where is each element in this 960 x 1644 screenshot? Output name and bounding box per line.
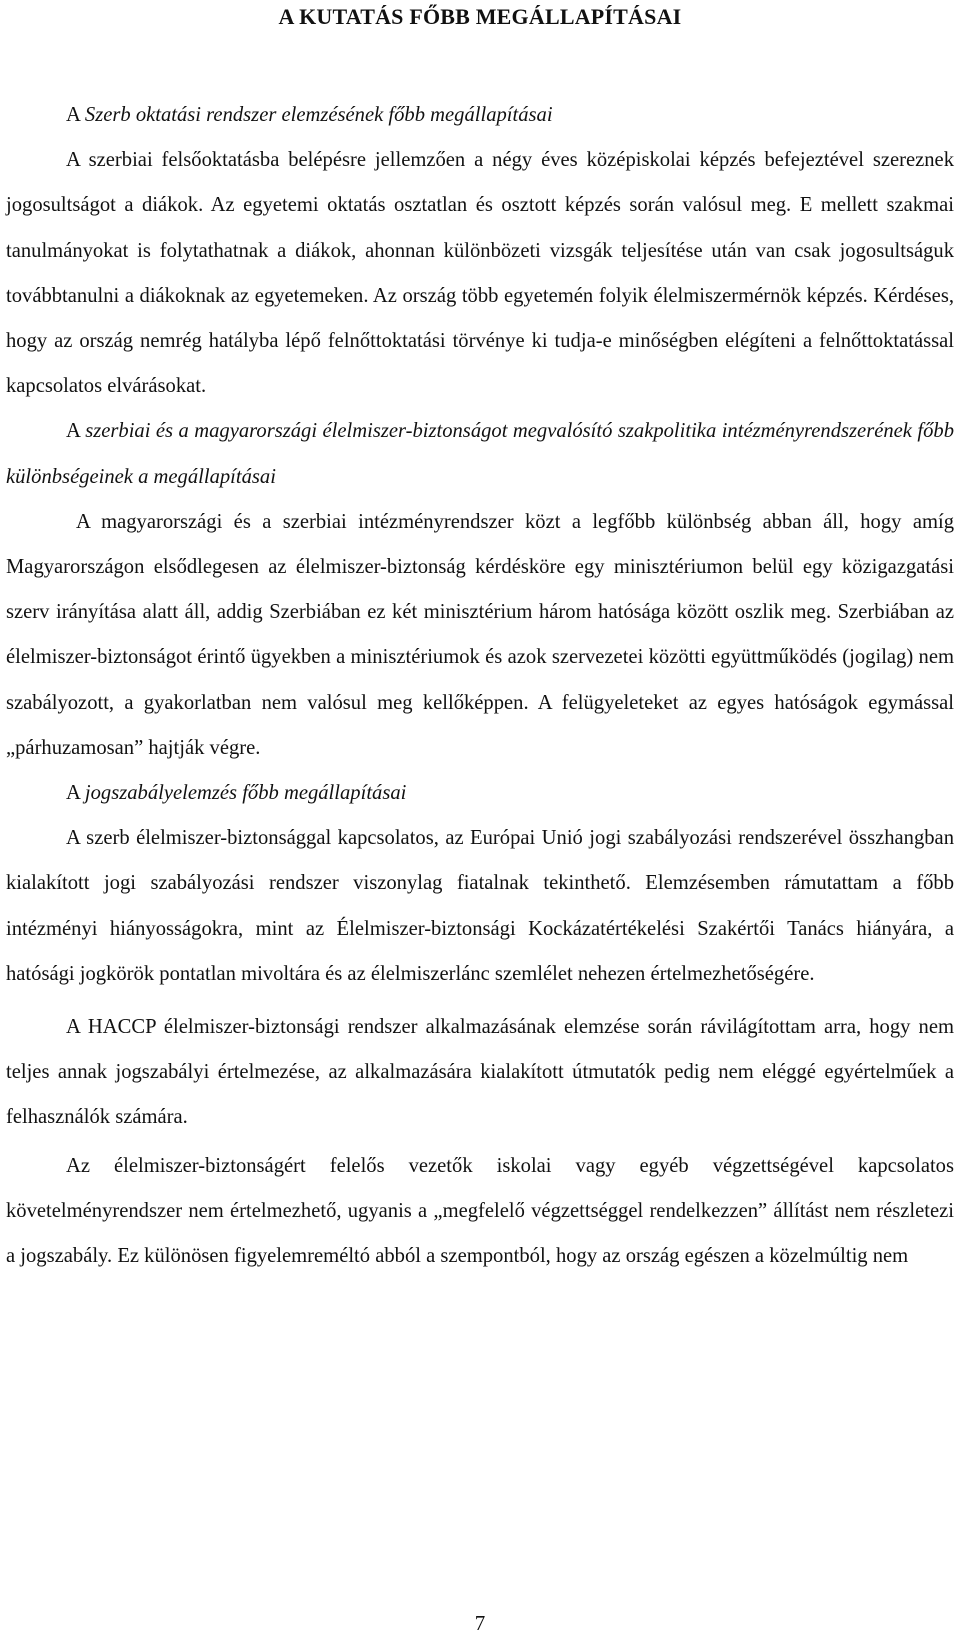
- section-heading-lead: A: [66, 782, 80, 805]
- paragraph-qualifications: Az élelmiszer-biztonságért felelős vezetők iskolai vagy egyéb végzettségével kapcsolatos követelményrendszer nem értelmezhető, ugyanis a „megfelelő végzettséggel rendelkezzen” állítást nem részletezi a jogszabály. Ez különösen figyelemreméltó abból a szempontból, hogy az ország egészen a közelmúltig nem: [6, 1154, 954, 1268]
- section-heading-2: [6, 409, 954, 499]
- section-heading-text: Szerb oktatási rendszer elemzésének főbb megállapításai: [84, 104, 553, 126]
- section-heading-1: [6, 93, 954, 138]
- section-heading-lead: A: [66, 420, 80, 443]
- section-heading-text: jogszabályelemzés főbb megállapításai: [84, 782, 407, 805]
- paragraph-legal-framework: A szerb élelmiszer-biztonsággal kapcsolatos, az Európai Unió jogi szabályozási rendszerével összhangban kialakított jogi szabályozási rendszer viszonylag fiatalnak tekinthető. Elemzésemben rámutattam a főbb intézményi hiányosságokra, mint az Élelmiszer-biztonsági Kockázatértékelési Szakértői Tanács hiányára, a hatósági jogkörök pontatlan mivoltára és az élelmiszerlánc szemlélet nehezen értelmezhetőségére.: [6, 827, 954, 985]
- paragraph-haccp: A HACCP élelmiszer-biztonsági rendszer alkalmazásának elemzése során rávilágítottam arra, hogy nem teljes annak jogszabályi értelmezése, az alkalmazására kialakított útmutatók pedig nem eléggé egyértelműek a felhasználók számára.: [6, 1016, 954, 1129]
- document-body: [6, 93, 954, 1279]
- page-title: A KUTATÁS FŐBB MEGÁLLAPÍTÁSAI: [278, 4, 682, 29]
- section-heading-lead: A: [66, 104, 80, 126]
- section-heading-3: [6, 771, 954, 816]
- section-heading-text: szerbiai és a magyarországi élelmiszer-biztonságot megvalósító szakpolitika intézményrendszerének főbb különbségeinek a megállapításai: [6, 420, 954, 488]
- page-number: 7: [474, 1611, 486, 1635]
- paragraph-education-system: A szerbiai felsőoktatásba belépésre jellemzően a négy éves középiskolai képzés befejeztével szereznek jogosultságot a diákok. Az egyetemi oktatás osztatlan és osztott képzés során valósul meg. E mellett szakmai tanulmányokat is folytathatnak a diákok, ahonnan különbözeti vizsgák teljesítése után van csak jogosultságuk továbbtanulni a diákoknak az egyetemeken. Az ország több egyetemén folyik élelmiszermérnök képzés. Kérdéses, hogy az ország nemrég hatályba lépő felnőttoktatási törvénye ki tudja-e minőségben elégíteni a felnőttoktatással kapcsolatos elvárásokat.: [6, 149, 954, 398]
- paragraph-institutional-differences: A magyarországi és a szerbiai intézményrendszer közt a legfőbb különbség abban áll, hogy amíg Magyarországon elsődlegesen az élelmiszer-biztonság kérdésköre egy minisztériumon belül egy közigazgatási szerv irányítása alatt áll, addig Szerbiában ez két minisztérium három hatósága között oszlik meg. Szerbiában az élelmiszer-biztonságot érintő ügyekben a minisztériumok és azok szervezetei közötti együttműködés (jogilag) nem szabályozott, a gyakorlatban nem valósul meg kellőképpen. A felügyeleteket az egyes hatóságok egymással „párhuzamosan” hajtják végre.: [6, 510, 954, 759]
